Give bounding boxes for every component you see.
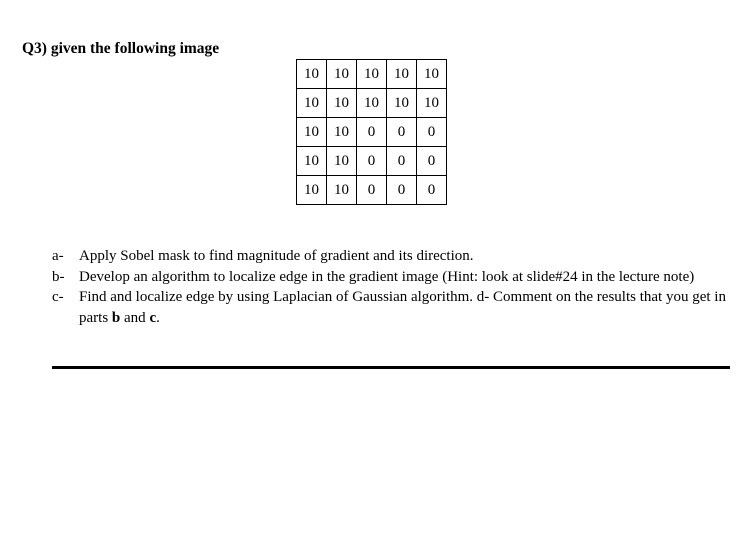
matrix-cell: 0 [387, 147, 417, 176]
matrix-cell: 10 [357, 60, 387, 89]
matrix-cell: 0 [387, 176, 417, 205]
matrix-cell: 0 [357, 118, 387, 147]
matrix-cell: 10 [327, 89, 357, 118]
matrix-cell: 10 [327, 147, 357, 176]
matrix-cell: 10 [417, 60, 447, 89]
matrix-cell: 0 [357, 176, 387, 205]
matrix-cell: 10 [387, 60, 417, 89]
matrix-cell: 10 [327, 60, 357, 89]
matrix-cell: 10 [297, 89, 327, 118]
matrix-row [297, 147, 447, 176]
matrix-cell: 10 [327, 176, 357, 205]
task-marker: c- [52, 289, 64, 305]
matrix-cell: 10 [297, 118, 327, 147]
matrix-cell: 10 [327, 118, 357, 147]
matrix-cell: 0 [387, 118, 417, 147]
task-text-end: . [156, 309, 160, 326]
task-item-c [52, 287, 732, 328]
matrix-cell: 10 [297, 147, 327, 176]
task-item-b [52, 267, 732, 288]
matrix-cell: 0 [357, 147, 387, 176]
matrix-cell: 10 [387, 89, 417, 118]
horizontal-rule [52, 366, 730, 369]
task-text: Develop an algorithm to localize edge in the gradient image (Hint: look at slide#24 in the lecture note) [79, 268, 695, 285]
task-text: Find and localize edge by using Laplacian of Gaussian algorithm. d- Comment on the results that you get in parts [79, 289, 726, 326]
task-list [52, 246, 732, 328]
matrix-cell: 10 [297, 60, 327, 89]
image-matrix [296, 59, 447, 205]
task-marker: b- [52, 268, 65, 285]
task-text-and: and [120, 309, 150, 326]
matrix-cell: 10 [357, 89, 387, 118]
task-marker: a- [52, 248, 64, 264]
task-item-a [52, 246, 732, 267]
bold-part-c: c [149, 309, 157, 326]
matrix-row [297, 89, 447, 118]
matrix-row [297, 60, 447, 89]
bold-part-b: b [111, 309, 121, 326]
task-text: Apply Sobel mask to find magnitude of gradient and its direction. [79, 248, 474, 264]
question-title: Q3) given the following image [22, 40, 220, 57]
matrix-cell: 0 [417, 147, 447, 176]
matrix-cell: 10 [417, 89, 447, 118]
matrix-row [297, 176, 447, 205]
matrix-cell: 10 [297, 176, 327, 205]
matrix-cell: 0 [417, 118, 447, 147]
matrix-row [297, 118, 447, 147]
matrix-cell: 0 [417, 176, 447, 205]
